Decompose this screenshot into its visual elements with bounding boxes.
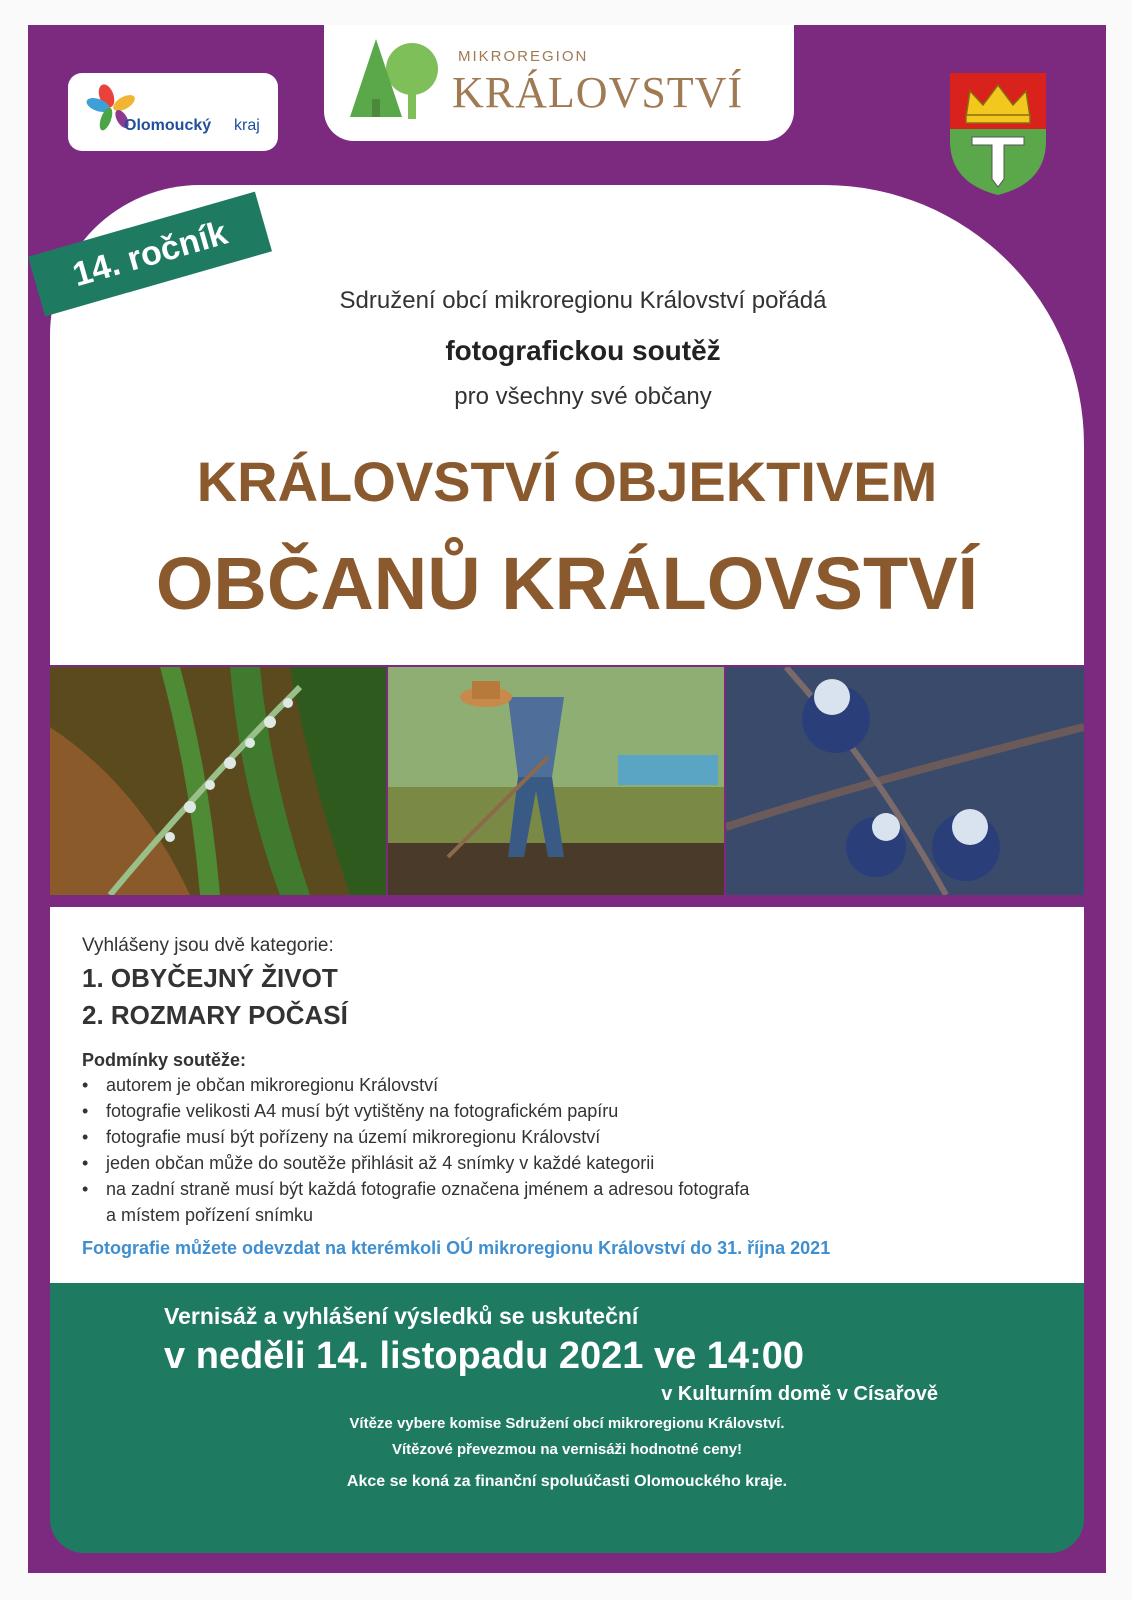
trees-icon: [346, 35, 446, 121]
intro-line-2: fotografickou soutěž: [445, 335, 721, 366]
condition-item: • na zadní straně musí být každá fotografie označena jménem a adresou fotografa: [82, 1179, 750, 1199]
mikroregion-logo: [324, 25, 794, 141]
submission-deadline: Fotografie můžete odevzdat na kterémkoli OÚ mikroregionu Království do 31. října 2021: [82, 1238, 831, 1258]
main-title-line-2: OBČANŮ KRÁLOVSTVÍ: [155, 542, 979, 625]
photo-gardener: [388, 667, 724, 895]
intro-line-3: pro všechny své občany: [454, 383, 712, 410]
condition-item: • autorem je občan mikroregionu Království: [82, 1075, 439, 1095]
photo-frosty-sloes: [726, 667, 1084, 895]
event-venue: v Kulturním domě v Císařově: [661, 1383, 938, 1405]
main-title-line-1: KRÁLOVSTVÍ OBJEKTIVEM: [196, 450, 938, 513]
mikroregion-name: KRÁLOVSTVÍ: [452, 68, 744, 117]
intro-line-1: Sdružení obcí mikroregionu Království pořádá: [339, 287, 827, 314]
categories-heading: Vyhlášeny jsou dvě kategorie:: [82, 935, 334, 956]
edition-ribbon: 14. ročník: [28, 192, 272, 317]
category-2: 2. ROZMARY POČASÍ: [82, 1000, 348, 1030]
logo-name: Olomoucký: [124, 117, 212, 134]
category-1: 1. OBYČEJNÝ ŽIVOT: [82, 963, 338, 993]
event-line-5: Vítězové převezmou na vernisáži hodnotné ceny!: [391, 1441, 743, 1458]
event-date: v neděli 14. listopadu 2021 ve 14:00: [164, 1335, 804, 1377]
condition-item: • fotografie velikosti A4 musí být vytištěny na fotografickém papíru: [82, 1101, 619, 1121]
mikroregion-label: MIKROREGION: [458, 48, 589, 65]
event-line-4: Vítěze vybere komise Sdružení obcí mikroregionu Království.: [349, 1415, 785, 1432]
photo-strip: [50, 665, 1084, 897]
condition-item-continued: a místem pořízení snímku: [106, 1205, 314, 1225]
condition-item: • jeden občan může do soutěže přihlásit až 4 snímky v každé kategorii: [82, 1153, 655, 1173]
event-line-6: Akce se koná za finanční spoluúčasti Olomouckého kraje.: [346, 1473, 788, 1490]
olomoucky-kraj-logo: [68, 73, 278, 151]
poster: [28, 25, 1106, 1573]
logo-suffix: kraj: [234, 117, 260, 134]
photo-dew-grass: [50, 667, 386, 895]
conditions-heading: Podmínky soutěže:: [82, 1050, 247, 1070]
coat-of-arms-icon: [948, 71, 1048, 197]
event-line-1: Vernisáž a vyhlášení výsledků se uskuteční: [164, 1303, 639, 1329]
condition-item: • fotografie musí být pořízeny na území mikroregionu Království: [82, 1127, 601, 1147]
